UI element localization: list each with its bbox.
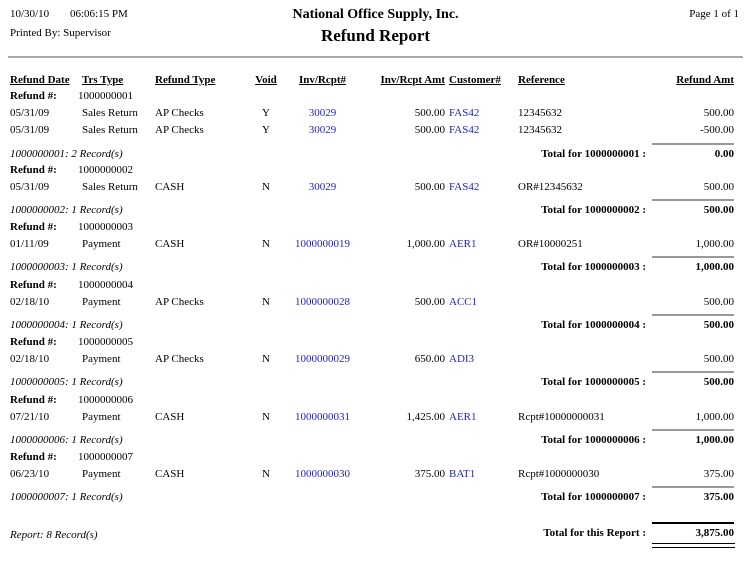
col-header-refund-date: Refund Date bbox=[10, 74, 70, 86]
group-footer-row bbox=[0, 204, 751, 218]
report-date: 10/30/10 bbox=[10, 8, 50, 20]
refund-type-cell: AP Checks bbox=[155, 353, 204, 365]
group-record-count: 1000000007: 1 Record(s) bbox=[10, 491, 123, 503]
group-total-rule bbox=[652, 314, 734, 316]
reference-cell: 12345632 bbox=[518, 124, 562, 136]
refund-date-cell: 01/11/09 bbox=[10, 238, 49, 250]
inv-rcpt-link[interactable]: 1000000030 bbox=[295, 468, 350, 480]
col-header-void: Void bbox=[255, 74, 277, 86]
group-header-row bbox=[0, 394, 751, 408]
refund-number-value: 1000000005 bbox=[78, 336, 133, 348]
group-total-label: Total for 1000000006 : bbox=[541, 434, 646, 446]
inv-rcpt-amt-cell: 650.00 bbox=[414, 353, 445, 365]
group-record-count: 1000000006: 1 Record(s) bbox=[10, 434, 123, 446]
inv-rcpt-link[interactable]: 30029 bbox=[308, 181, 337, 193]
group-record-count: 1000000001: 2 Record(s) bbox=[10, 148, 123, 160]
inv-rcpt-link[interactable]: 30029 bbox=[308, 124, 337, 136]
refund-amt-cell: 500.00 bbox=[703, 353, 734, 365]
group-header-row bbox=[0, 164, 751, 178]
refund-date-cell: 05/31/09 bbox=[10, 181, 50, 193]
group-header-row bbox=[0, 221, 751, 235]
group-total-rule bbox=[652, 429, 734, 431]
inv-rcpt-amt-cell: 1,425.00 bbox=[406, 411, 445, 423]
inv-rcpt-link[interactable]: 1000000019 bbox=[295, 238, 350, 250]
refund-number-label: Refund #: bbox=[10, 336, 57, 348]
trs-type-cell: Payment bbox=[82, 353, 121, 365]
customer-link[interactable]: ADI3 bbox=[449, 353, 475, 365]
group-total-label: Total for 1000000003 : bbox=[541, 261, 646, 273]
page-number: Page 1 of 1 bbox=[689, 8, 739, 20]
refund-date-cell: 07/21/10 bbox=[10, 411, 50, 423]
report-title: Refund Report bbox=[320, 26, 431, 45]
inv-rcpt-amt-cell: 1,000.00 bbox=[406, 238, 445, 250]
group-footer-row bbox=[0, 319, 751, 333]
group-record-count: 1000000002: 1 Record(s) bbox=[10, 204, 123, 216]
refund-amt-cell: -500.00 bbox=[700, 124, 734, 136]
col-header-trs-type: Trs Type bbox=[82, 74, 124, 86]
col-header-inv-rcpt-no: Inv/Rcpt# bbox=[298, 74, 347, 86]
refund-amt-cell: 1,000.00 bbox=[695, 411, 734, 423]
refund-date-cell: 02/18/10 bbox=[10, 353, 50, 365]
group-total-amount: 1,000.00 bbox=[695, 434, 734, 446]
refund-row bbox=[0, 238, 751, 252]
trs-type-cell: Sales Return bbox=[82, 107, 138, 119]
group-total-amount: 500.00 bbox=[703, 204, 734, 216]
group-total-label: Total for 1000000002 : bbox=[541, 204, 646, 216]
refund-type-cell: AP Checks bbox=[155, 124, 204, 136]
col-header-refund-amt: Refund Amt bbox=[676, 74, 734, 86]
refund-date-cell: 02/18/10 bbox=[10, 296, 50, 308]
refund-row bbox=[0, 124, 751, 138]
refund-number-label: Refund #: bbox=[10, 90, 57, 102]
inv-rcpt-amt-cell: 500.00 bbox=[414, 107, 445, 119]
customer-link[interactable]: FAS42 bbox=[449, 107, 480, 119]
refund-amt-cell: 1,000.00 bbox=[695, 238, 734, 250]
inv-rcpt-link[interactable]: 1000000028 bbox=[295, 296, 350, 308]
void-cell: N bbox=[262, 296, 270, 308]
group-total-label: Total for 1000000004 : bbox=[541, 319, 646, 331]
refund-number-label: Refund #: bbox=[10, 279, 57, 291]
reference-cell: Rcpt#10000000031 bbox=[518, 411, 605, 423]
group-footer-row bbox=[0, 148, 751, 162]
refund-amt-cell: 500.00 bbox=[703, 296, 734, 308]
customer-link[interactable]: FAS42 bbox=[449, 181, 480, 193]
group-total-amount: 0.00 bbox=[714, 148, 734, 160]
col-header-reference: Reference bbox=[518, 74, 565, 86]
reference-cell: Rcpt#1000000030 bbox=[518, 468, 600, 480]
reference-cell: OR#12345632 bbox=[518, 181, 583, 193]
void-cell: Y bbox=[262, 107, 270, 119]
trs-type-cell: Payment bbox=[82, 468, 121, 480]
group-total-rule bbox=[652, 371, 734, 373]
group-header-row bbox=[0, 451, 751, 465]
group-total-rule bbox=[652, 256, 734, 258]
refund-date-cell: 05/31/09 bbox=[10, 124, 50, 136]
refund-type-cell: CASH bbox=[155, 181, 185, 193]
reference-cell: 12345632 bbox=[518, 107, 562, 119]
group-header-row bbox=[0, 336, 751, 350]
group-footer-row bbox=[0, 261, 751, 275]
group-total-rule bbox=[652, 199, 734, 201]
group-record-count: 1000000003: 1 Record(s) bbox=[10, 261, 123, 273]
inv-rcpt-amt-cell: 500.00 bbox=[414, 124, 445, 136]
trs-type-cell: Payment bbox=[82, 238, 121, 250]
refund-number-value: 1000000007 bbox=[78, 451, 133, 463]
group-total-label: Total for 1000000007 : bbox=[541, 491, 646, 503]
refund-number-value: 1000000004 bbox=[78, 279, 133, 291]
col-header-customer-no: Customer# bbox=[449, 74, 501, 86]
refund-type-cell: AP Checks bbox=[155, 296, 204, 308]
inv-rcpt-amt-cell: 375.00 bbox=[414, 468, 445, 480]
void-cell: Y bbox=[262, 124, 270, 136]
group-total-rule bbox=[652, 143, 734, 145]
refund-date-cell: 05/31/09 bbox=[10, 107, 50, 119]
inv-rcpt-link[interactable]: 1000000029 bbox=[295, 353, 350, 365]
group-record-count: 1000000005: 1 Record(s) bbox=[10, 376, 123, 388]
refund-number-label: Refund #: bbox=[10, 164, 57, 176]
void-cell: N bbox=[262, 181, 270, 193]
group-total-amount: 1,000.00 bbox=[695, 261, 734, 273]
refund-number-value: 1000000003 bbox=[78, 221, 133, 233]
inv-rcpt-link[interactable]: 30029 bbox=[308, 107, 337, 119]
col-header-inv-rcpt-amt: Inv/Rcpt Amt bbox=[380, 74, 445, 86]
group-total-label: Total for 1000000001 : bbox=[541, 148, 646, 160]
void-cell: N bbox=[262, 468, 270, 480]
reference-cell: OR#10000251 bbox=[518, 238, 583, 250]
inv-rcpt-link[interactable]: 1000000031 bbox=[295, 411, 350, 423]
report-total-label: Total for this Report : bbox=[543, 527, 646, 539]
refund-amt-cell: 500.00 bbox=[703, 107, 734, 119]
refund-type-cell: CASH bbox=[155, 468, 185, 480]
group-footer-row bbox=[0, 376, 751, 390]
refund-row bbox=[0, 468, 751, 482]
void-cell: N bbox=[262, 411, 270, 423]
trs-type-cell: Payment bbox=[82, 411, 121, 423]
report-time: 06:06:15 PM bbox=[70, 8, 128, 20]
inv-rcpt-amt-cell: 500.00 bbox=[414, 296, 445, 308]
trs-type-cell: Payment bbox=[82, 296, 121, 308]
refund-type-cell: AP Checks bbox=[155, 107, 204, 119]
refund-number-label: Refund #: bbox=[10, 221, 57, 233]
refund-row bbox=[0, 296, 751, 310]
refund-number-value: 1000000002 bbox=[78, 164, 133, 176]
refund-type-cell: CASH bbox=[155, 411, 185, 423]
group-total-amount: 500.00 bbox=[703, 376, 734, 388]
group-footer-row bbox=[0, 434, 751, 448]
refund-row bbox=[0, 353, 751, 367]
refund-row bbox=[0, 181, 751, 195]
refund-row bbox=[0, 107, 751, 121]
group-total-amount: 375.00 bbox=[703, 491, 734, 503]
void-cell: N bbox=[262, 353, 270, 365]
refund-number-label: Refund #: bbox=[10, 451, 57, 463]
refund-number-label: Refund #: bbox=[10, 394, 57, 406]
group-header-row bbox=[0, 279, 751, 293]
group-record-count: 1000000004: 1 Record(s) bbox=[10, 319, 123, 331]
customer-link[interactable]: AER1 bbox=[449, 411, 477, 423]
customer-link[interactable]: ACC1 bbox=[449, 296, 478, 308]
header-rule bbox=[8, 56, 743, 58]
refund-row bbox=[0, 411, 751, 425]
col-header-refund-type: Refund Type bbox=[155, 74, 216, 86]
company-name: National Office Supply, Inc. bbox=[292, 7, 459, 22]
refund-amt-cell: 500.00 bbox=[703, 181, 734, 193]
refund-type-cell: CASH bbox=[155, 238, 185, 250]
void-cell: N bbox=[262, 238, 270, 250]
report-total-amount: 3,875.00 bbox=[695, 527, 734, 539]
customer-link[interactable]: AER1 bbox=[449, 238, 477, 250]
column-header-row bbox=[0, 74, 751, 88]
group-header-row bbox=[0, 90, 751, 104]
refund-number-value: 1000000001 bbox=[78, 90, 133, 102]
report-total-double-underline bbox=[652, 543, 735, 548]
report-total-topline bbox=[652, 522, 734, 524]
refund-date-cell: 06/23/10 bbox=[10, 468, 50, 480]
refund-number-value: 1000000006 bbox=[78, 394, 133, 406]
refund-amt-cell: 375.00 bbox=[703, 468, 734, 480]
group-total-label: Total for 1000000005 : bbox=[541, 376, 646, 388]
report-footer-row bbox=[0, 527, 751, 541]
customer-link[interactable]: FAS42 bbox=[449, 124, 480, 136]
trs-type-cell: Sales Return bbox=[82, 181, 138, 193]
group-footer-row bbox=[0, 491, 751, 505]
trs-type-cell: Sales Return bbox=[82, 124, 138, 136]
printed-by: Printed By: Supervisor bbox=[10, 27, 111, 39]
inv-rcpt-amt-cell: 500.00 bbox=[414, 181, 445, 193]
report-record-count: Report: 8 Record(s) bbox=[10, 529, 98, 541]
group-total-rule bbox=[652, 486, 734, 488]
group-total-amount: 500.00 bbox=[703, 319, 734, 331]
customer-link[interactable]: BAT1 bbox=[449, 468, 476, 480]
